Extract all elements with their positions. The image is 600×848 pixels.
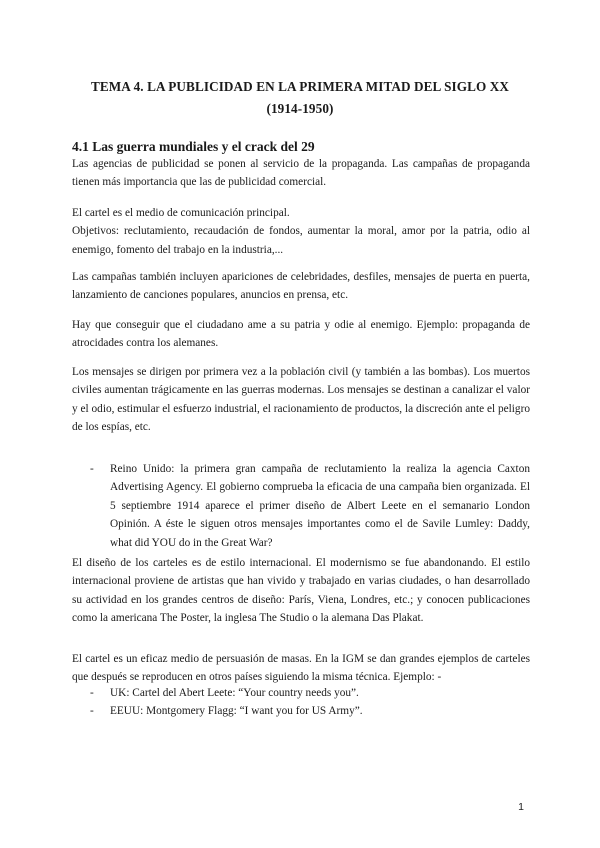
paragraph-agencias: Las agencias de publicidad se ponen al servicio de la propaganda. Las campañas de propaganda tienen más importancia que las de publicidad comercial. <box>72 158 530 189</box>
title-line-2: (1914-1950) <box>266 101 334 116</box>
bullet-dash: - <box>90 463 94 475</box>
paragraph-persuasion: El cartel es un eficaz medio de persuasión de masas. En la IGM se dan grandes ejemplos de carteles que después se reproducen en otros países siguiendo la misma técnica. Ejemplo: - <box>72 653 530 684</box>
document-title <box>72 76 528 120</box>
paragraph-cartel <box>72 204 530 259</box>
bullet-dash: - <box>90 687 94 699</box>
paragraph-cartel-line-1: El cartel es el medio de comunicación principal. <box>72 207 290 219</box>
section-heading: 4.1 Las guerra mundiales y el crack del 29 <box>72 139 315 154</box>
paragraph-ciudadano: Hay que conseguir que el ciudadano ame a su patria y odie al enemigo. Ejemplo: propaganda de atrocidades contra los alemanes. <box>72 319 530 350</box>
paragraph-campanas: Las campañas también incluyen apariciones de celebridades, desfiles, mensajes de puerta en puerta, lanzamiento de canciones populares, anuncios en prensa, etc. <box>72 271 530 302</box>
bullet-example-eeuu: EEUU: Montgomery Flagg: “I want you for US Army”. <box>110 705 363 718</box>
bullet-list-uk <box>90 460 530 552</box>
bullet-dash: - <box>90 705 94 718</box>
bullet-list-examples <box>90 684 530 721</box>
page-number: 1 <box>518 801 524 813</box>
list-item <box>90 702 530 720</box>
bullet-example-uk: UK: Cartel del Abert Leete: “Your country needs you”. <box>110 687 359 699</box>
bullet-uk-text: Reino Unido: la primera gran campaña de reclutamiento la realiza la agencia Caxton Advertising Agency. El gobierno comprueba la eficacia de una campaña bien organizada. El 5 septiembre 1914 aparece el primer diseño de Albert Leete en el semanario London Opinión. A éste le siguen otros mensajes importantes como el de Savile Lumley: Daddy, what did YOU do in the Great War? <box>110 463 530 549</box>
list-item <box>90 684 530 702</box>
paragraph-objetivos: Objetivos: reclutamiento, recaudación de fondos, aumentar la moral, amor por la patria, odio al enemigo, fomento del trabajo en la industria,... <box>72 225 530 256</box>
title-line-1: TEMA 4. LA PUBLICIDAD EN LA PRIMERA MITAD DEL SIGLO XX <box>90 79 510 94</box>
paragraph-diseno: El diseño de los carteles es de estilo internacional. El modernismo se fue abandonando. El estilo internacional proviene de artistas que han vivido y trabajado en varias ciudades, o han desarrollado su actividad en los grandes centros de diseño: París, Viena, Londres, etc.; y conocen publicaciones como la americana The Poster, la inglesa The Studio o la alemana Das Plakat. <box>72 557 530 625</box>
paragraph-mensajes: Los mensajes se dirigen por primera vez a la población civil (y también a las bombas). Los muertos civiles aumentan trágicamente en las guerras modernas. Los mensajes se destinan a canalizar el valor y el odio, estimular el esfuerzo industrial, el racionamiento de productos, la discreción ante el peligro de los espías, etc. <box>72 366 530 434</box>
list-item <box>90 460 530 552</box>
